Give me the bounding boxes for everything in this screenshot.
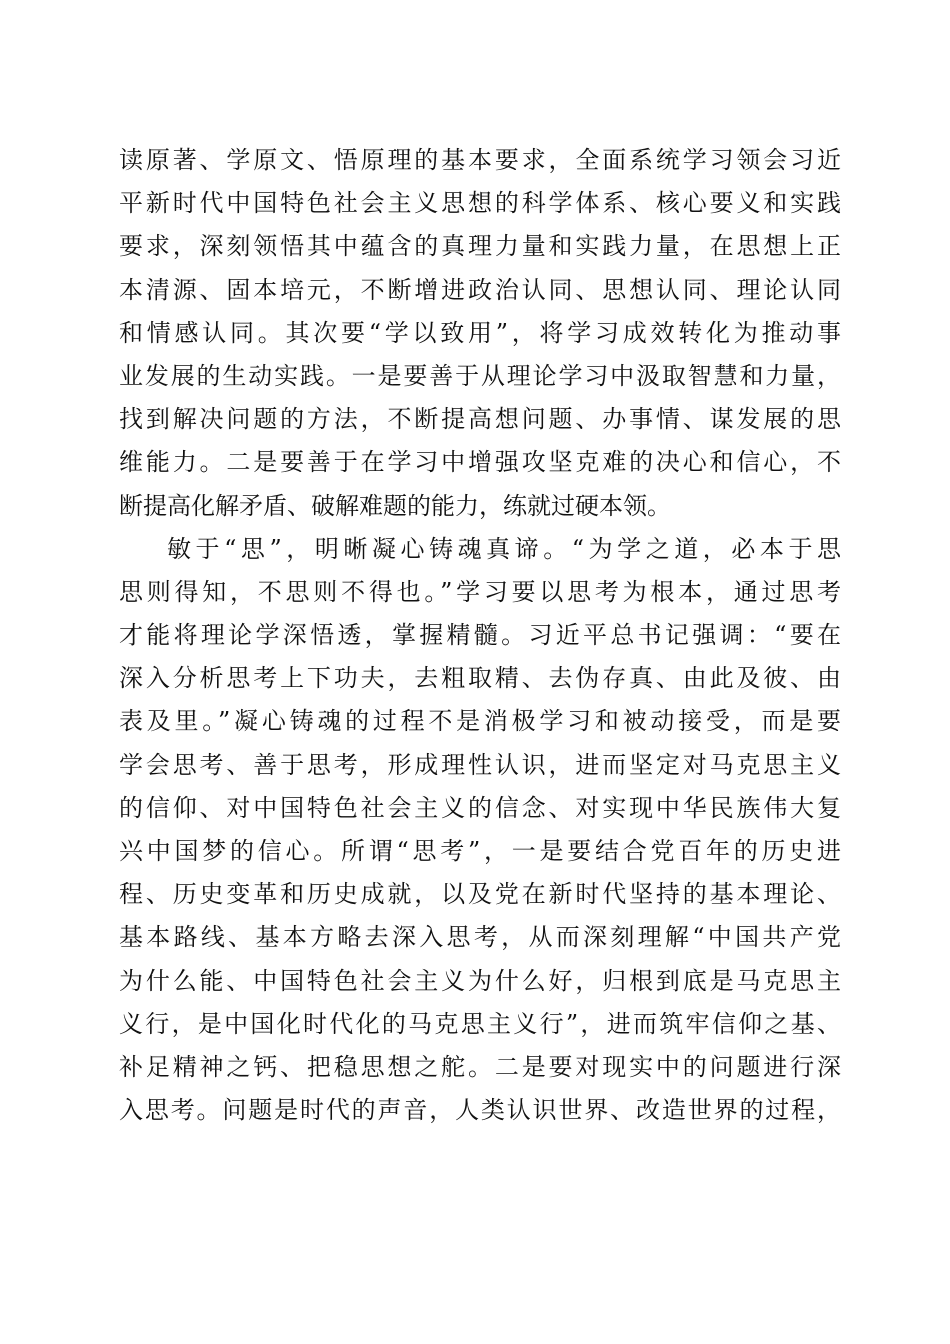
paragraph-first-line: 敏于“思”，明晰凝心铸魂真谛。“为学之道，必本于思 [167,534,841,563]
text-line: 入思考。问题是时代的声音，人类认识世界、改造世界的过程， [119,1096,841,1125]
text-line: 思则得知，不思则不得也。”学习要以思考为根本，通过思考 [119,577,841,606]
text-line: 和情感认同。其次要“学以致用”，将学习成效转化为推动事 [119,318,841,347]
text-line: 读原著、学原文、悟原理的基本要求，全面系统学习领会习近 [119,146,841,174]
text-line: 才能将理论学深悟透，掌握精髓。习近平总书记强调：“要在 [119,621,841,650]
text-line: 义行，是中国化时代化的马克思主义行”，进而筑牢信仰之基、 [119,1009,841,1038]
text-line: 的信仰、对中国特色社会主义的信念、对实现中华民族伟大复 [119,793,841,822]
text-line: 学会思考、善于思考，形成理性认识，进而坚定对马克思主义 [119,750,841,779]
text-line: 业发展的生动实践。一是要善于从理论学习中汲取智慧和力量， [119,361,841,390]
text-line: 深入分析思考上下功夫，去粗取精、去伪存真、由此及彼、由 [119,664,841,693]
text-line: 补足精神之钙、把稳思想之舵。二是要对现实中的问题进行深 [119,1052,841,1081]
body-text [119,139,841,1132]
text-line: 兴中国梦的信心。所谓“思考”，一是要结合党百年的历史进 [119,837,841,865]
text-line: 程、历史变革和历史成就，以及党在新时代坚持的基本理论、 [119,880,841,909]
paragraph-end-line: 断提高化解矛盾、破解难题的能力，练就过硬本领。 [119,491,671,520]
text-line: 维能力。二是要善于在学习中增强攻坚克难的决心和信心，不 [119,448,841,477]
text-line: 找到解决问题的方法，不断提高想问题、办事情、谋发展的思 [119,405,841,434]
text-line: 为什么能、中国特色社会主义为什么好，归根到底是马克思主 [119,966,841,995]
text-line: 本清源、固本培元，不断增进政治认同、思想认同、理论认同 [119,275,841,304]
text-line: 表及里。”凝心铸魂的过程不是消极学习和被动接受，而是要 [119,707,841,736]
text-line: 要求，深刻领悟其中蕴含的真理力量和实践力量，在思想上正 [119,232,841,261]
text-line: 平新时代中国特色社会主义思想的科学体系、核心要义和实践 [119,189,841,218]
text-line: 基本路线、基本方略去深入思考，从而深刻理解“中国共产党 [119,923,841,952]
